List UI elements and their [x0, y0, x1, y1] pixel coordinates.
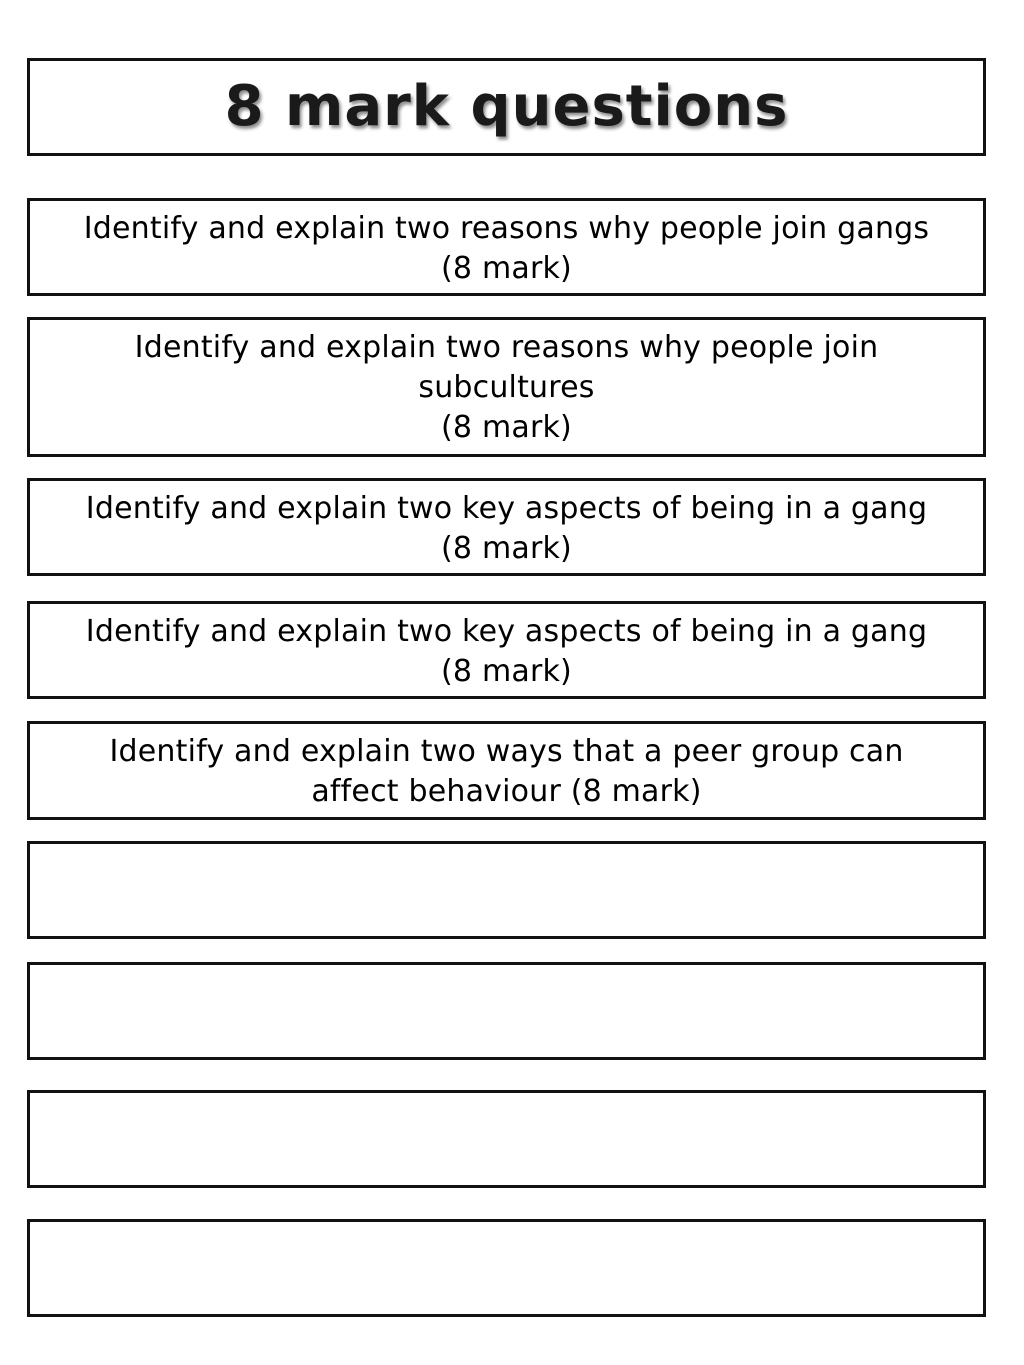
question-box-3 [27, 478, 986, 576]
title-box [27, 58, 986, 156]
question-text-3: Identify and explain two key aspects of being in a gang (8 mark) [85, 491, 928, 566]
question-text-5: Identify and explain two ways that a peer group can affect behaviour (8 mark) [109, 734, 904, 809]
page-title: 8 mark questions [224, 74, 789, 139]
empty-question-box-9 [27, 1219, 986, 1317]
question-box-1 [27, 198, 986, 296]
question-box-4 [27, 601, 986, 699]
empty-question-box-8 [27, 1090, 986, 1188]
empty-question-box-7 [27, 962, 986, 1060]
question-text-2: Identify and explain two reasons why people join subcultures (8 mark) [134, 330, 879, 445]
empty-question-box-6 [27, 841, 986, 939]
question-box-2 [27, 317, 986, 457]
question-text-1: Identify and explain two reasons why people join gangs (8 mark) [83, 211, 930, 286]
question-box-5 [27, 721, 986, 820]
question-text-4: Identify and explain two key aspects of being in a gang (8 mark) [85, 614, 928, 689]
